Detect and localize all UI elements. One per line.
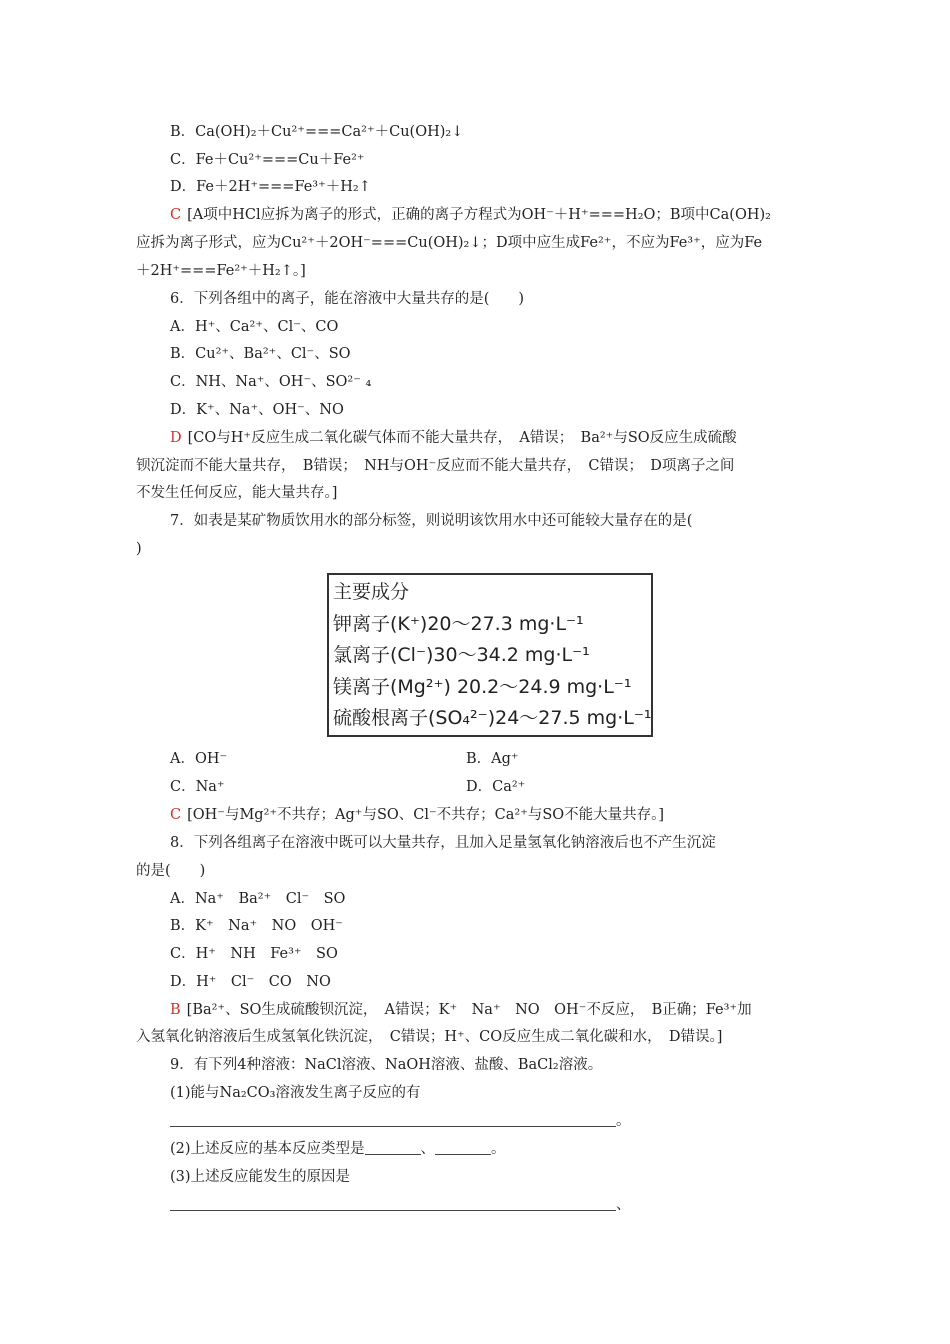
q8-stem-line-1: 8．下列各组离子在溶液中既可以大量共存，且加入足量氢氧化钠溶液后也不产生沉淀 <box>170 835 716 851</box>
q9-sub3: (3)上述反应能发生的原因是 <box>170 1169 351 1185</box>
q6-option-a: A．H⁺、Ca²⁺、Cl⁻、CO <box>170 319 339 335</box>
q8-option-d: D．H⁺ Cl⁻ CO NO <box>170 974 331 990</box>
label-row-chloride: 氯离子(Cl⁻)30～34.2 mg·L⁻¹ <box>333 644 590 666</box>
q5-answer-line-3: ＋2H⁺===Fe²⁺＋H₂↑。] <box>136 263 306 279</box>
q5-answer-line-2: 应拆为离子形式，应为Cu²⁺＋2OH⁻===Cu(OH)₂↓；D项中应生成Fe²⁺，不应为Fe³⁺，应为Fe <box>136 235 763 251</box>
label-row-magnesium: 镁离子(Mg²⁺) 20.2～24.9 mg·L⁻¹ <box>333 675 632 698</box>
label-row-potassium: 钾离子(K⁺)20～27.3 mg·L⁻¹ <box>333 612 584 635</box>
q9-sub3-blank[interactable] <box>170 1196 616 1211</box>
q7-option-a: A．OH⁻ <box>170 751 228 767</box>
q5-option-b: B．Ca(OH)₂＋Cu²⁺===Ca²⁺＋Cu(OH)₂↓ <box>170 124 464 140</box>
q8-answer-line-2: 入氢氧化钠溶液后生成氢氧化铁沉淀， C错误；H⁺、CO反应生成二氧化碳和水， D错误。] <box>136 1029 723 1045</box>
q9-sub3-answer-line: 、 <box>170 1195 631 1215</box>
q6-option-d: D．K⁺、Na⁺、OH⁻、NO <box>170 402 344 418</box>
mineral-water-label <box>327 573 653 737</box>
q7-stem-line-2: ) <box>136 541 142 557</box>
label-row-sulfate: 硫酸根离子(SO₄²⁻)24～27.5 mg·L⁻¹ <box>333 707 652 729</box>
q8-option-b: B．K⁺ Na⁺ NO OH⁻ <box>170 918 343 934</box>
q5-option-d: D．Fe＋2H⁺===Fe³⁺＋H₂↑ <box>170 179 371 195</box>
q6-answer-line-1: D [CO与H⁺反应生成二氧化碳气体而不能大量共存， A错误； Ba²⁺与SO反应生成硫酸 <box>170 430 737 446</box>
q7-stem-line-1: 7．如表是某矿物质饮用水的部分标签，则说明该饮用水中还可能较大量存在的是( <box>170 513 693 529</box>
label-title: 主要成分 <box>333 581 410 603</box>
q6-answer-letter: D <box>170 430 182 446</box>
q9-sub2: (2)上述反应的基本反应类型是 、 。 <box>170 1141 506 1157</box>
q9-sub1-answer-line: 。 <box>170 1111 631 1131</box>
q5-option-c: C．Fe＋Cu²⁺===Cu＋Fe²⁺ <box>170 152 365 168</box>
q8-option-a: A．Na⁺ Ba²⁺ Cl⁻ SO <box>170 891 346 907</box>
q8-answer-letter: B <box>170 1002 181 1018</box>
q8-answer-line-1: B [Ba²⁺、SO生成硫酸钡沉淀， A错误；K⁺ Na⁺ NO OH⁻不反应， B正确；Fe³⁺加 <box>170 1002 752 1018</box>
q6-option-b: B．Cu²⁺、Ba²⁺、Cl⁻、SO <box>170 346 351 362</box>
q9-sub1: (1)能与Na₂CO₃溶液发生离子反应的有 <box>170 1085 421 1101</box>
q5-answer-line-1: C [A项中HCl应拆为离子的形式，正确的离子方程式为OH⁻＋H⁺===H₂O；B项中Ca(OH)₂ <box>170 207 771 223</box>
q6-option-c: C．NH、Na⁺、OH⁻、SO²⁻ ₄ <box>170 374 372 390</box>
q7-answer: C [OH⁻与Mg²⁺不共存；Ag⁺与SO、Cl⁻不共存；Ca²⁺与SO不能大量共存。] <box>170 807 665 823</box>
q8-option-c: C．H⁺ NH Fe³⁺ SO <box>170 946 338 962</box>
q6-stem: 6．下列各组中的离子，能在溶液中大量共存的是( ) <box>170 291 525 307</box>
q6-answer-line-3: 不发生任何反应，能大量共存。] <box>136 485 338 501</box>
q9-sub1-blank[interactable] <box>170 1112 616 1127</box>
q7-option-c: C．Na⁺ <box>170 779 225 795</box>
q5-answer-letter: C <box>170 207 182 223</box>
q8-stem-line-2: 的是( ) <box>136 863 206 879</box>
q6-answer-line-2: 钡沉淀而不能大量共存， B错误； NH与OH⁻反应而不能大量共存， C错误； D项离子之间 <box>136 458 735 474</box>
q9-stem: 9．有下列4种溶液：NaCl溶液、NaOH溶液、盐酸、BaCl₂溶液。 <box>170 1057 603 1073</box>
q9-sub2-blank-2[interactable] <box>435 1140 491 1155</box>
q7-answer-letter: C <box>170 807 182 823</box>
q7-option-b: B．Ag⁺ <box>466 751 519 767</box>
q7-option-d: D．Ca²⁺ <box>466 779 526 795</box>
q9-sub2-blank-1[interactable] <box>365 1140 421 1155</box>
